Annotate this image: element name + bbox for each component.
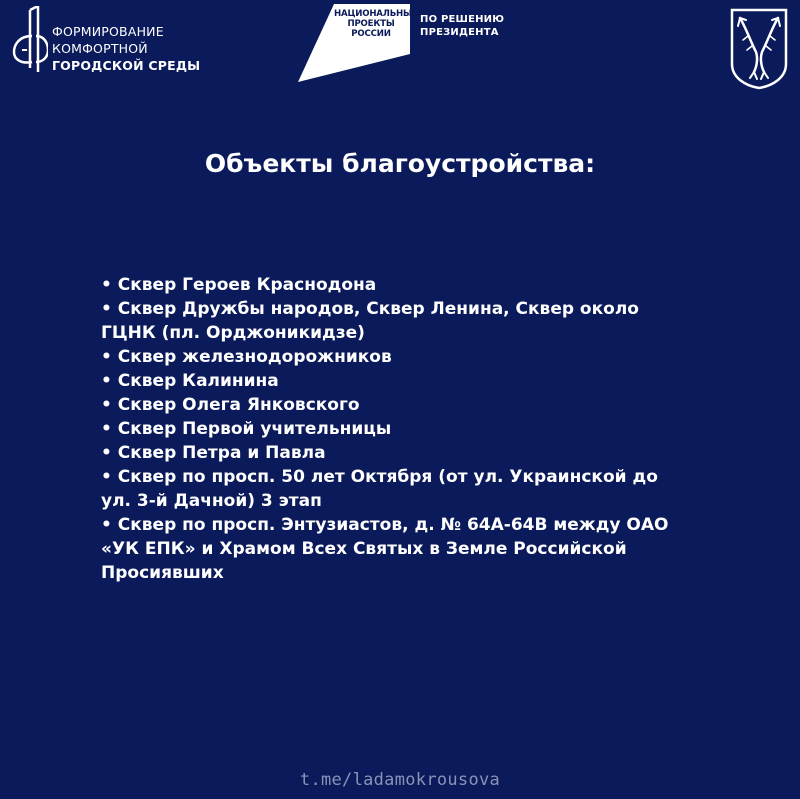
list-item [101,297,741,345]
list-item-line: • Сквер по просп. 50 лет Октября (от ул. Украинской до [101,467,658,487]
list-item [101,465,741,513]
list-item-line: • Сквер Героев Краснодона [101,275,377,295]
list-item-line: ГЦНК (пл. Орджоникидзе) [101,323,365,343]
logo-text-line-1: ФОРМИРОВАНИЕ [52,24,164,39]
np-text-line-3: РОССИИ [351,29,391,39]
list-item-line: • Сквер Петра и Павла [101,443,326,463]
list-item [101,513,741,585]
list-item-line: • Сквер Калинина [101,371,279,391]
list-item [101,273,741,297]
urban-environment-emblem-icon [8,6,48,72]
list-item-line: ул. 3-й Дачной) 3 этап [101,491,322,511]
president-text-line-1: ПО РЕШЕНИЮ [420,14,505,25]
saratov-coat-of-arms-icon [728,6,790,90]
comfortable-urban-environment-logo [8,6,208,76]
list-item-line: • Сквер Дружбы народов, Сквер Ленина, Сквер около [101,299,639,319]
list-item-line: Просиявших [101,563,224,583]
list-item [101,369,741,393]
list-item-line: • Сквер Олега Янковского [101,395,360,415]
page-title: Объекты благоустройства: [204,149,596,178]
list-item [101,345,741,369]
np-text-line-1: НАЦИОНАЛЬНЫЕ [334,9,418,19]
list-item [101,441,741,465]
list-item-line: • Сквер железнодорожников [101,347,392,367]
national-projects-logo [298,4,508,84]
telegram-channel-link[interactable]: t.me/ladamokrousova [299,770,501,790]
list-item [101,393,741,417]
np-text-line-2: ПРОЕКТЫ [347,19,395,29]
list-item-line: «УК ЕПК» и Храмом Всех Святых в Земле Российской [101,539,627,559]
logo-text-line-2: КОМФОРТНОЙ [52,41,148,56]
list-item-line: • Сквер Первой учительницы [101,419,392,439]
list-item-line: • Сквер по просп. Энтузиастов, д. № 64А-64В между ОАО [101,515,669,535]
president-text-line-2: ПРЕЗИДЕНТА [420,27,499,38]
logo-text-line-3: ГОРОДСКОЙ СРЕДЫ [52,58,201,73]
list-item [101,417,741,441]
improvement-objects-list [101,273,741,585]
